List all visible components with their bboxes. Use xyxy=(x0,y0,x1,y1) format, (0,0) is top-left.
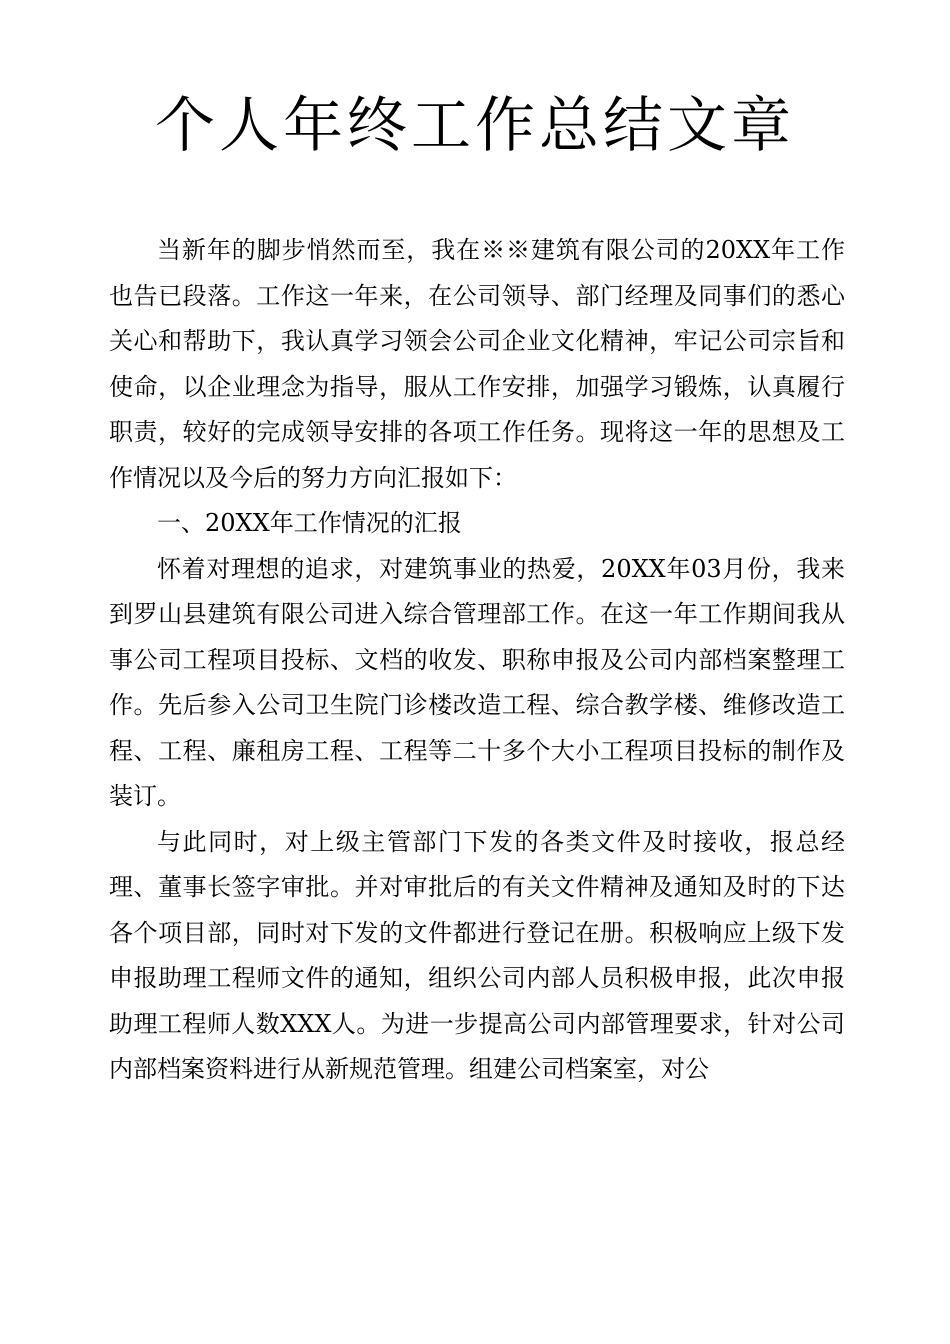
paragraph-work-overview: 怀着对理想的追求，对建筑事业的热爱，20XX年03月份，我来到罗山县建筑有限公司进入综合管理部工作。在这一年工作期间我从事公司工程项目投标、文档的收发、职称申报及公司内部档案整理工作。先后参入公司卫生院门诊楼改造工程、综合教学楼、维修改造工程、工程、廉租房工程、工程等二十多个大小工程项目投标的制作及装订。 xyxy=(109,554,845,810)
paragraph-intro: 当新年的脚步悄然而至，我在※※建筑有限公司的20XX年工作也告已段落。工作这一年来，在公司领导、部门经理及同事们的悉心关心和帮助下，我认真学习领会公司企业文化精神，牢记公司宗旨和使命，以企业理念为指导，服从工作安排，加强学习锻炼，认真履行职责，较好的完成领导安排的各项工作任务。现将这一年的思想及工作情况以及今后的努力方向汇报如下： xyxy=(109,236,845,492)
section-heading: 一、20XX年工作情况的汇报 xyxy=(157,509,462,537)
paragraph-document-management: 与此同时，对上级主管部门下发的各类文件及时接收，报总经理、董事长签字审批。并对审批后的有关文件精神及通知及时的下达各个项目部，同时对下发的文件都进行登记在册。积极响应上级下发申报助理工程师文件的通知，组织公司内部人员积极申报，此次申报助理工程师人数XXX人。为进一步提高公司内部管理要求，针对公司内部档案资料进行从新规范管理。组建公司档案室，对公 xyxy=(109,827,845,1083)
document-body xyxy=(109,228,845,1093)
document-title: 个人年终工作总结文章 xyxy=(155,91,795,161)
